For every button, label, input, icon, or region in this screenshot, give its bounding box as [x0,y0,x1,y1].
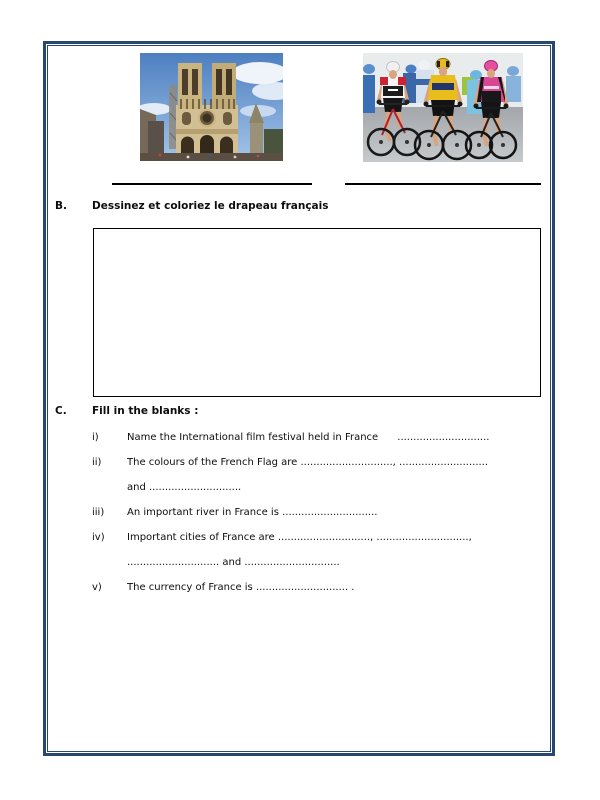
item-marker: ii) [92,457,102,468]
section-c-title: Fill in the blanks : [92,405,199,417]
list-item-iii [92,500,558,525]
item-marker: iii) [92,507,105,518]
flag-drawing-box[interactable] [93,228,541,397]
caption-blank-left[interactable] [112,183,312,185]
item-text: ............................. and .............................. [127,557,340,568]
list-item-iv [92,525,558,550]
item-text: The currency of France is ............................. . [127,582,355,593]
item-text: The colours of the French Flag are ............................., ............................ [127,457,489,468]
notre-dame-illustration [140,53,283,161]
list-item-ii [92,450,558,475]
item-text: and ............................. [127,482,242,493]
section-b-title: Dessinez et coloriez le drapeau français [92,200,329,212]
section-b-label: B. [55,200,67,212]
list-item-i [92,425,558,450]
item-marker: iv) [92,532,105,543]
item-marker: v) [92,582,102,593]
item-text: Name the International film festival held in France ............................. [127,432,490,443]
list-item-iv-cont [92,550,558,575]
cyclists-illustration [363,53,523,162]
item-text: Important cities of France are ............................., ............................., [127,532,472,543]
item-marker: i) [92,432,99,443]
section-c-label: C. [55,405,67,417]
item-text: An important river in France is .............................. [127,507,378,518]
fill-in-blanks-list [92,425,558,600]
cyclists-photo [363,53,523,162]
notre-dame-photo [140,53,283,161]
list-item-v [92,575,558,600]
list-item-ii-cont [92,475,558,500]
caption-blank-right[interactable] [345,183,541,185]
